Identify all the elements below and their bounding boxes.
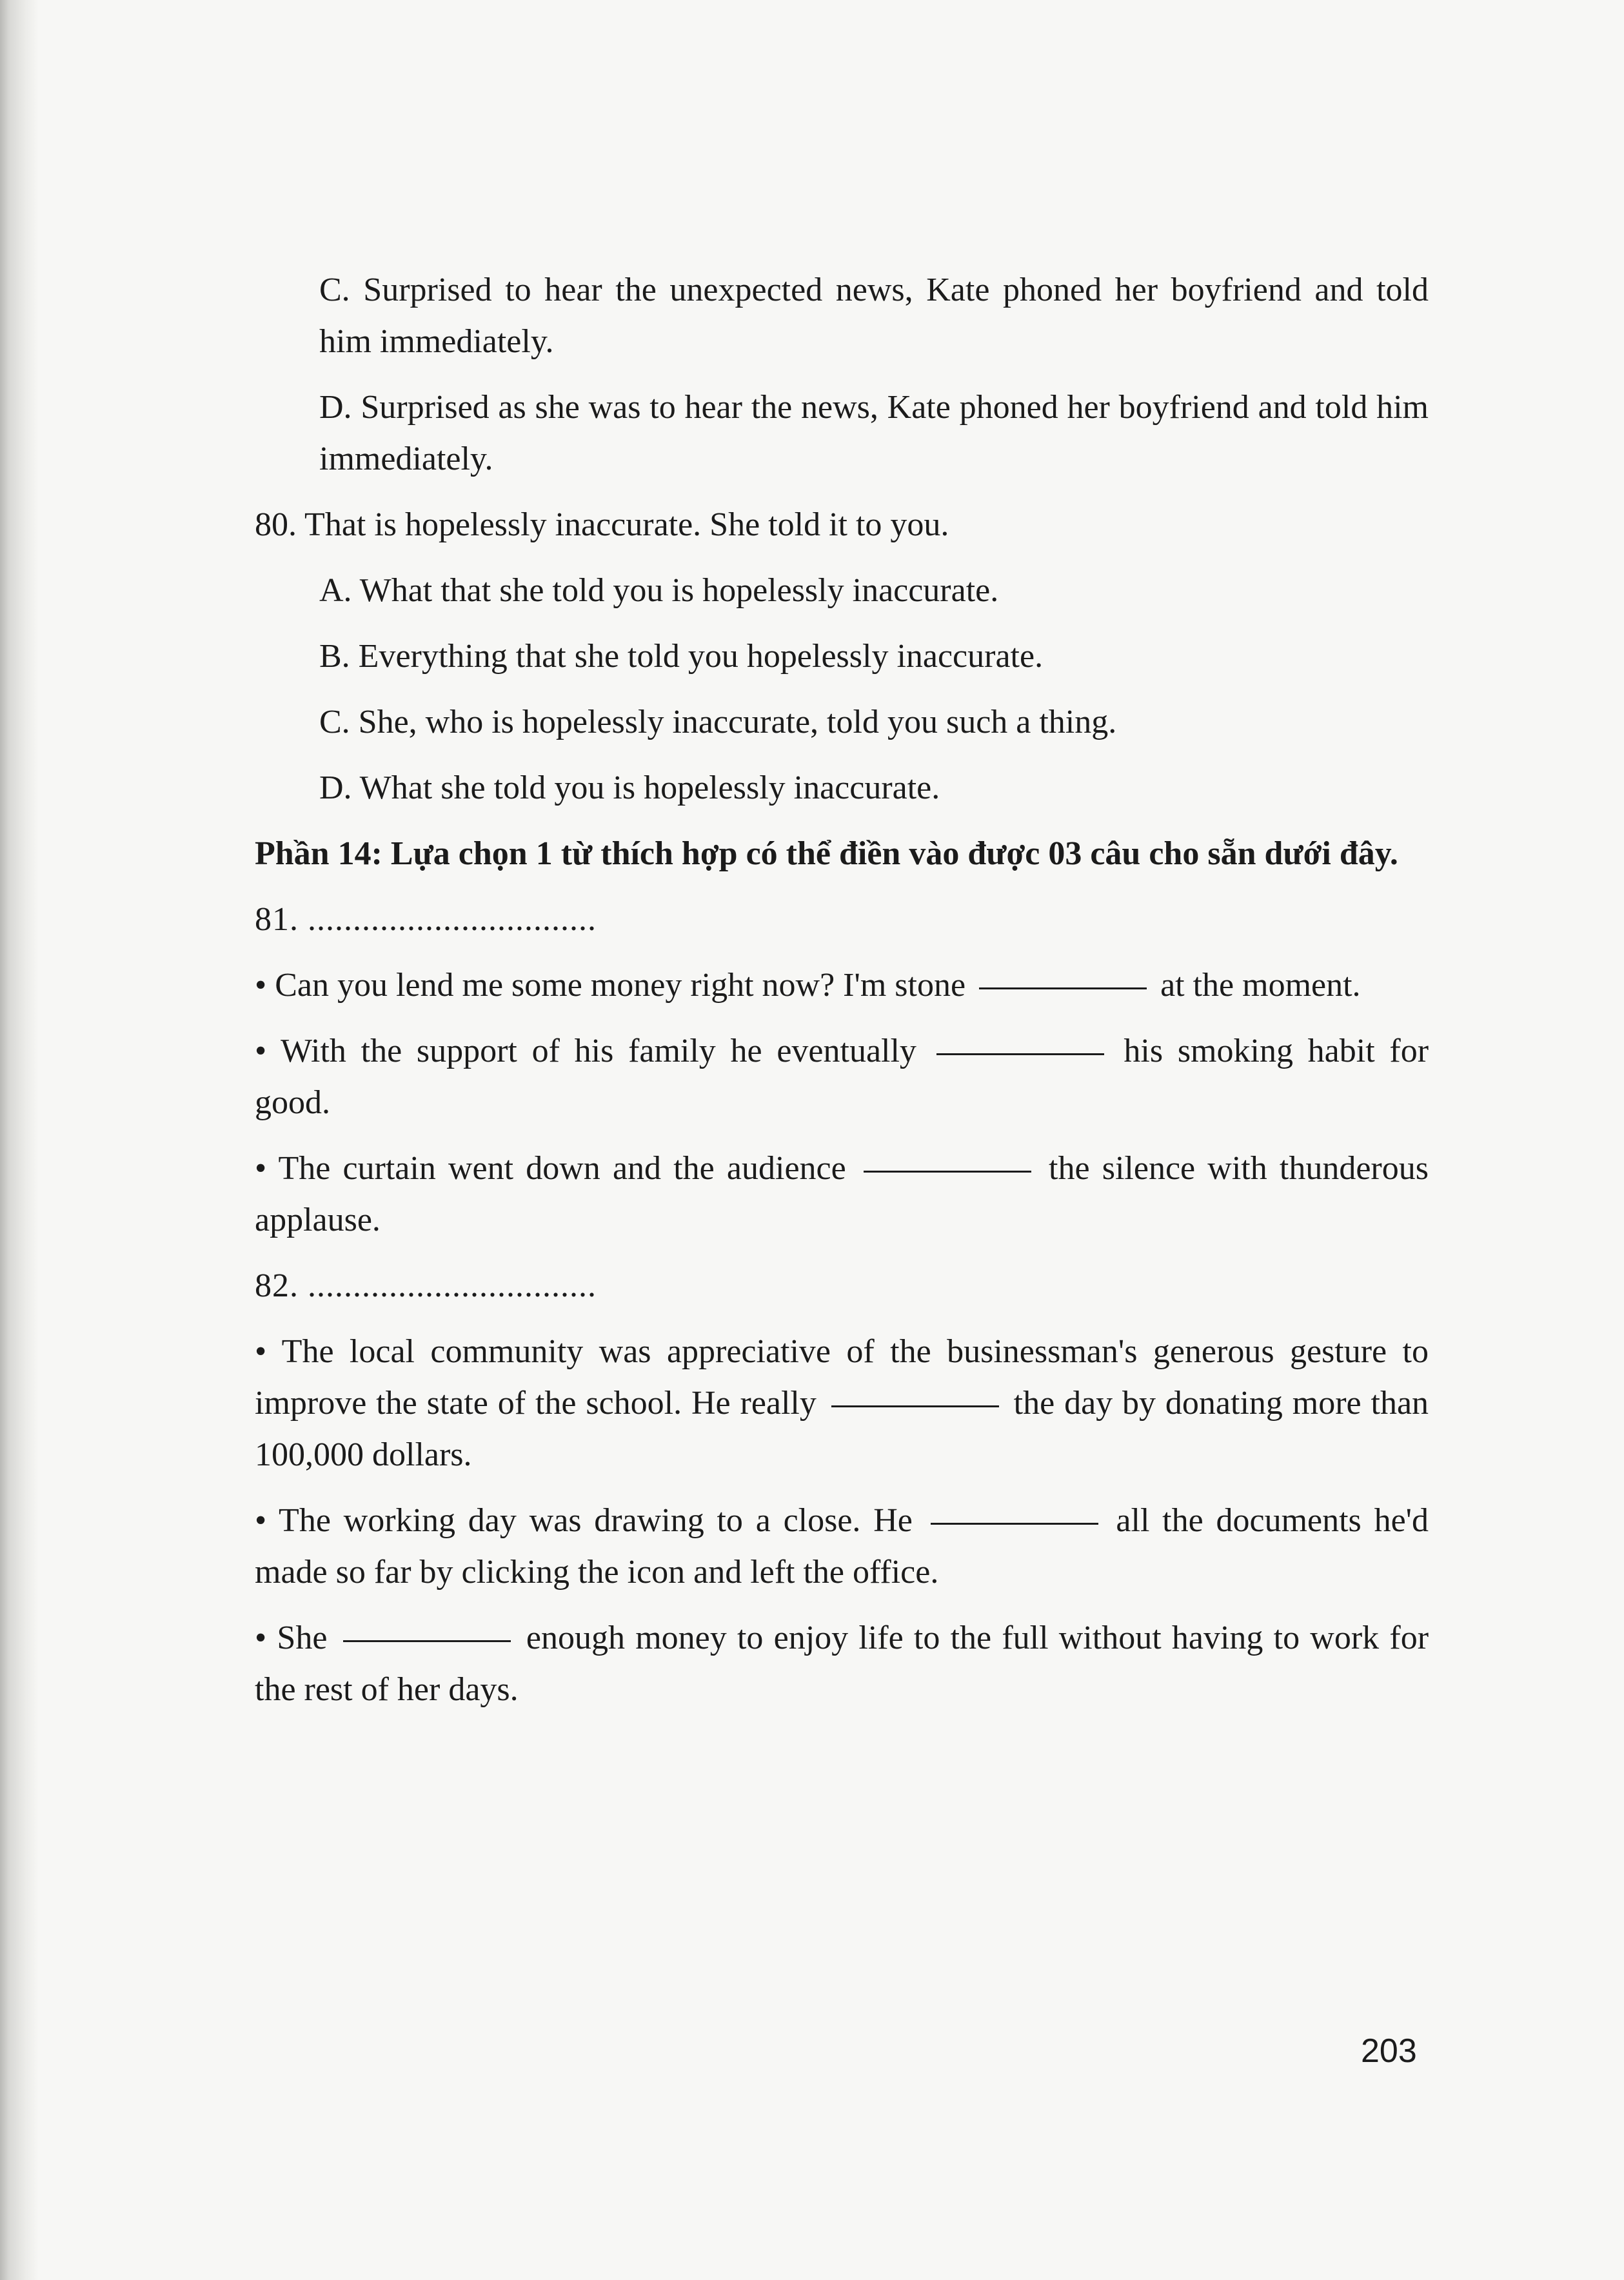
q82-s2-blank [931,1523,1098,1525]
q82-sentence-1 [255,1326,1429,1481]
q81-s3-before: • The curtain went down and the audience [255,1150,846,1187]
page-number: 203 [1361,2032,1417,2070]
q82-s2-before: • The working day was drawing to a close. He [255,1502,913,1539]
q81-s2-before: • With the support of his family he eventually [255,1033,916,1069]
q81-sentence-2 [255,1026,1429,1129]
q81-s1-blank [979,987,1147,989]
q82-s3-blank [343,1640,511,1642]
q81-s3-after: the silence with thunderous applause. [255,1150,1429,1238]
q80-question: 80. That is hopelessly inaccurate. She told it to you. [255,506,949,543]
q82-sentence-2 [255,1495,1429,1598]
q82-s1-before: • The local community was appreciative of the businessman's generous gesture to improve the state of the school. He really [255,1333,1429,1422]
section-14-heading: Phần 14: Lựa chọn 1 từ thích hợp có thể điền vào được 03 câu cho sẵn dưới đây. [255,835,1398,872]
q82-s3-before: • She [255,1620,328,1656]
q82-s1-blank [831,1405,999,1407]
q82-s3-after: enough money to enjoy life to the full without having to work for the rest of her days. [255,1620,1429,1708]
q81-sentence-1 [255,960,1429,1011]
q81-sentence-3 [255,1143,1429,1246]
q82-s1-after: the day by donating more than 100,000 dollars. [255,1385,1429,1473]
q79-option-d: D. Surprised as she was to hear the news, Kate phoned her boyfriend and told him immediately. [319,389,1429,477]
q82-sentence-3 [255,1612,1429,1716]
q82-number: 82. ................................ [255,1267,597,1304]
q81-s2-after: his smoking habit for good. [255,1033,1429,1121]
q81-s2-blank [936,1053,1104,1055]
page-content [255,264,1429,1730]
q81-s1-after: at the moment. [1160,967,1361,1004]
q80-option-a: A. What that she told you is hopelessly inaccurate. [319,572,999,609]
q82-s2-after: all the documents he'd made so far by clicking the icon and left the office. [255,1502,1429,1591]
q79-option-c: C. Surprised to hear the unexpected news, Kate phoned her boyfriend and told him immediately. [319,272,1429,360]
q81-number: 81. ................................ [255,901,597,938]
q80-option-c: C. She, who is hopelessly inaccurate, told you such a thing. [319,704,1117,740]
q80-option-b: B. Everything that she told you hopelessly inaccurate. [319,638,1044,675]
q80-option-d: D. What she told you is hopelessly inaccurate. [319,769,940,806]
q81-s3-blank [864,1171,1031,1173]
q81-s1-before: • Can you lend me some money right now? I'm stone [255,967,966,1004]
scan-edge-shadow [0,0,39,2280]
